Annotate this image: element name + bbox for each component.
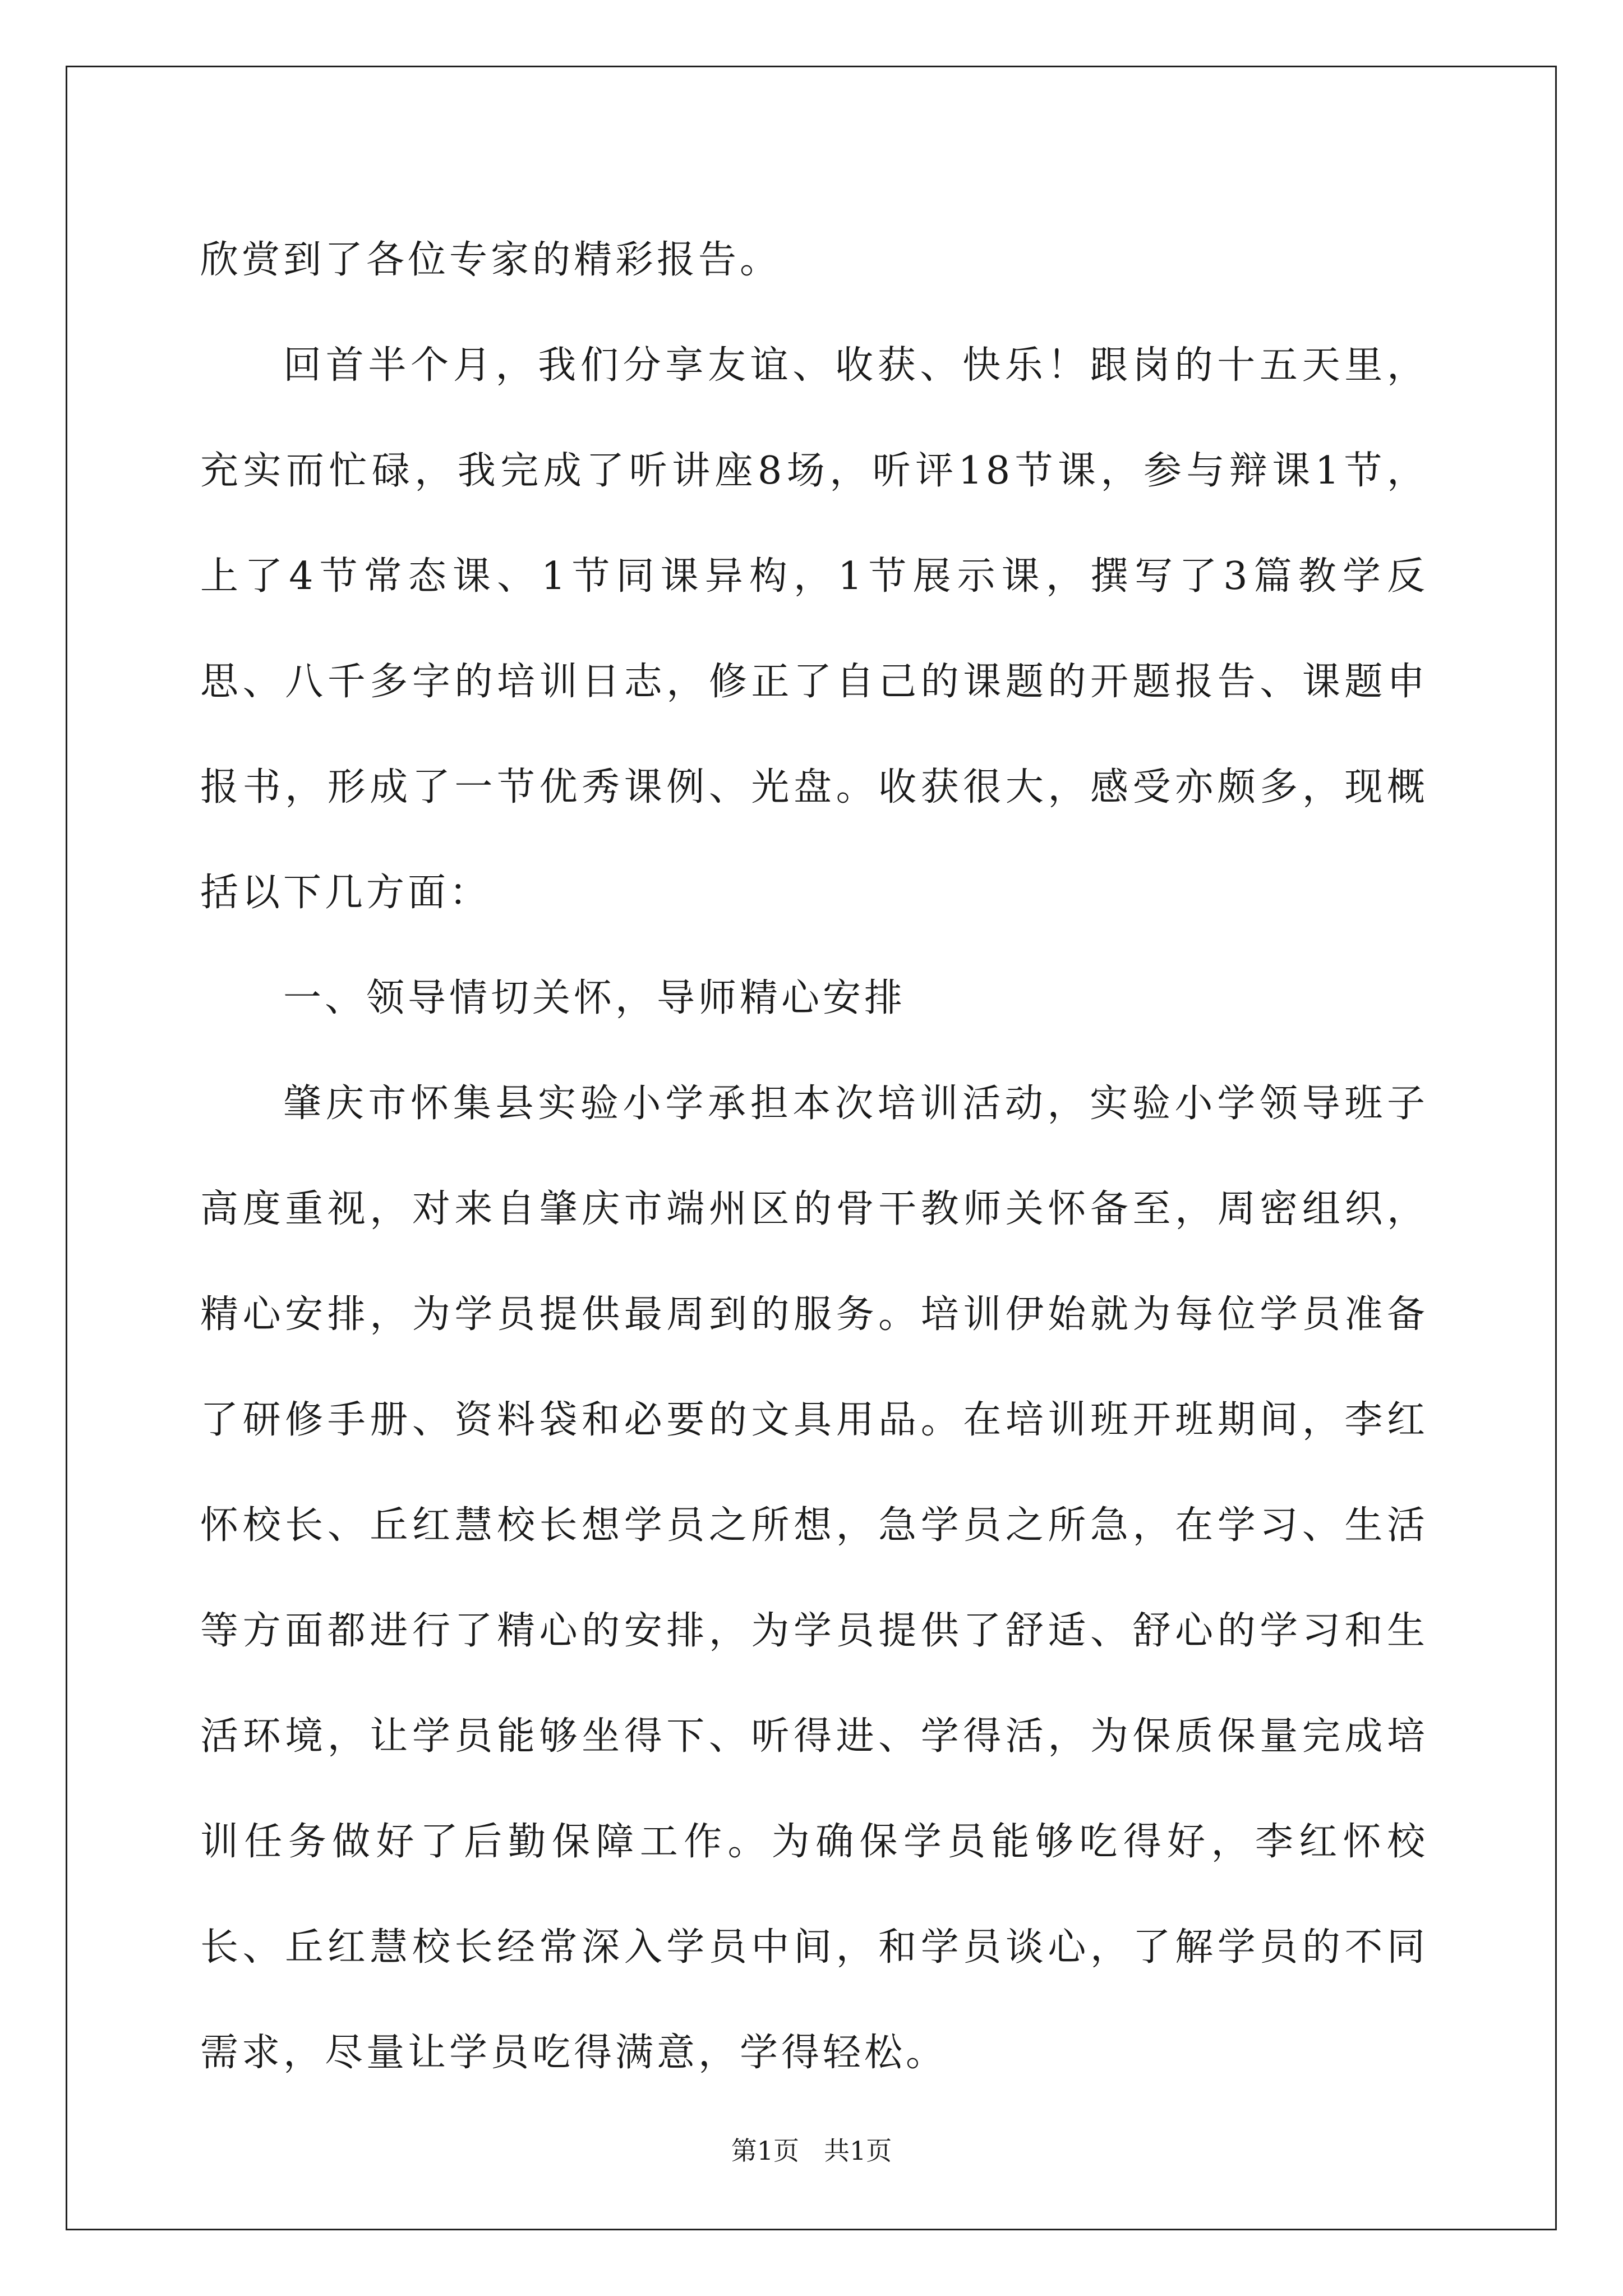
document-body: [200, 208, 1428, 2106]
page-number: 第1页: [731, 2136, 800, 2166]
paragraph-2: 回首半个月，我们分享友谊、收获、快乐！跟岗的十五天里，充实而忙碌，我完成了听讲座8场，听评18节课，参与辩课1节，上了4节常态课、1节同课异构，1节展示课，撰写了3篇教学反思、八千多字的培训日志，修正了自己的课题的开题报告、课题申报书，形成了一节优秀课例、光盘。收获很大，感受亦颇多，现概括以下几方面：: [200, 343, 1428, 915]
section-heading: 一、领导情切关怀，导师精心安排: [283, 976, 906, 1020]
paragraph-3: 肇庆市怀集县实验小学承担本次培训活动，实验小学领导班子高度重视，对来自肇庆市端州区的骨干教师关怀备至，周密组织，精心安排，为学员提供最周到的服务。培训伊始就为每位学员准备了研修手册、资料袋和必要的文具用品。在培训班开班期间，李红怀校长、丘红慧校长想学员之所想，急学员之所急，在学习、生活等方面都进行了精心的安排，为学员提供了舒适、舒心的学习和生活环境，让学员能够坐得下、听得进、学得活，为保质保量完成培训任务做好了后勤保障工作。为确保学员能够吃得好，李红怀校长、丘红慧校长经常深入学员中间，和学员谈心，了解学员的不同需求，尽量让学员吃得满意，学得轻松。: [200, 1082, 1428, 2075]
page-footer: [0, 2134, 1623, 2168]
paragraph-1: 欣赏到了各位专家的精彩报告。: [200, 238, 782, 282]
page-total: 共1页: [823, 2136, 892, 2166]
